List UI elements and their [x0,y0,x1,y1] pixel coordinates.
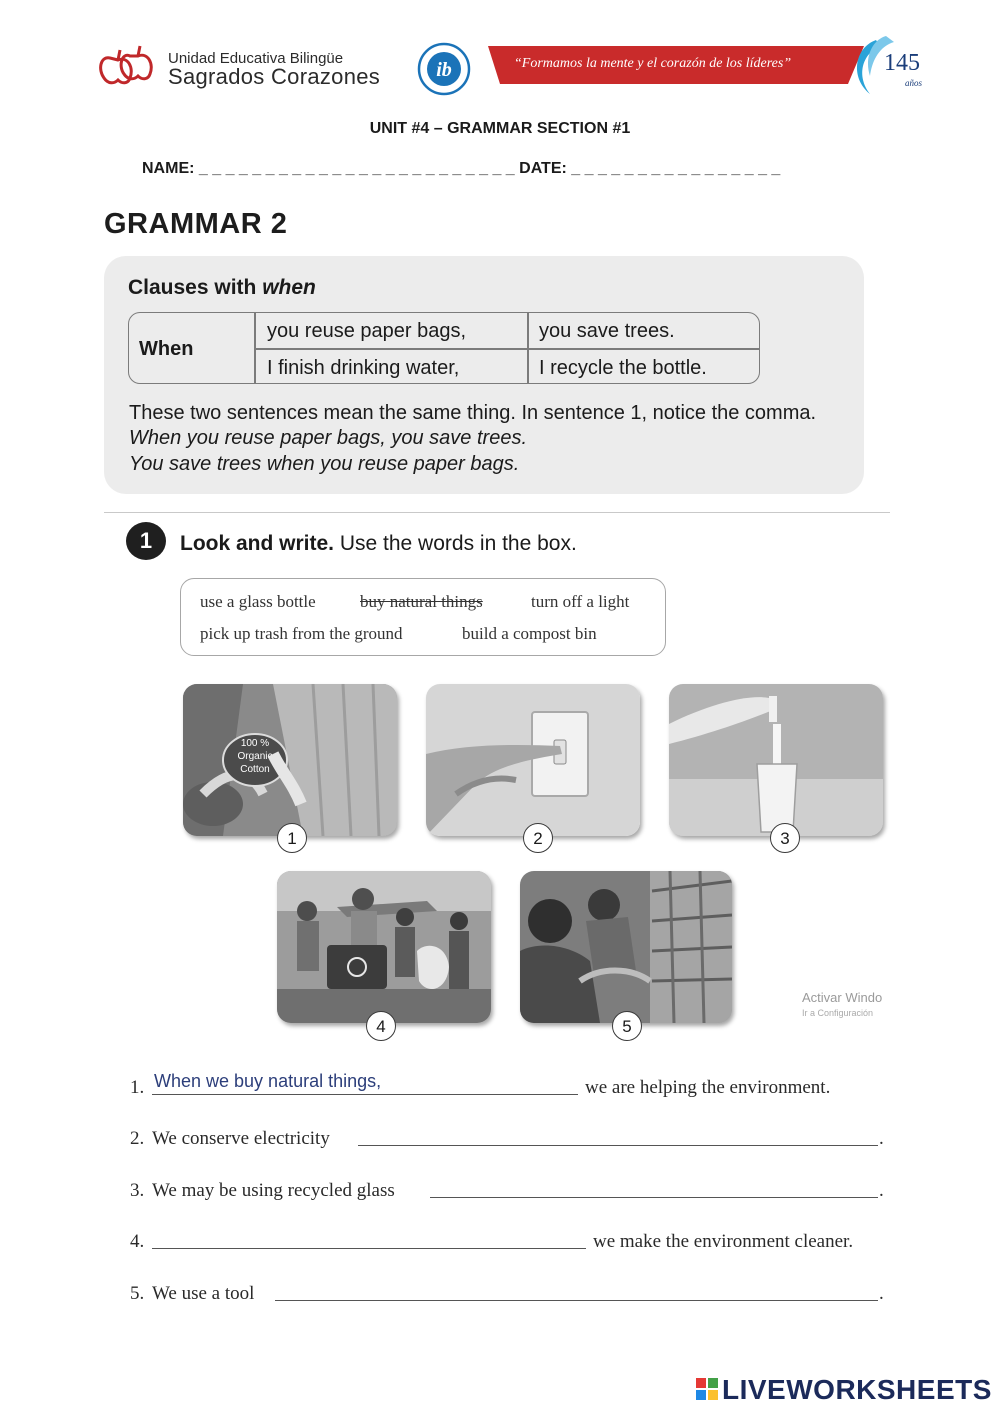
section-divider [104,512,890,513]
photo-glass-bottle [669,684,883,836]
word-option: use a glass bottle [200,592,316,611]
photo-number: 5 [612,1011,642,1041]
exercise-number-badge: 1 [126,522,166,560]
word-option: build a compost bin [462,624,597,643]
activation-watermark-sub: Ir a Configuración [802,1008,874,1018]
name-date-line: NAME: _ _ _ _ _ _ _ _ _ _ _ _ _ _ _ _ _ _ _ _ _ _ _ _ DATE: _ _ _ _ _ _ _ _ _ _ _ _ _ _ _ _ [142,160,781,177]
sentence-end: . [879,1283,884,1304]
photo-tag-text: Organic [237,751,273,762]
table-cell: you reuse paper bags, [267,320,467,342]
exercise-title [180,532,577,556]
photo-tag-text: 100 % [240,738,270,749]
sentence-number: 2. [130,1128,145,1149]
unit-title: UNIT #4 – GRAMMAR SECTION #1 [369,120,631,137]
grammar-box-title-prefix: Clauses with [128,276,263,299]
sentence-text: we make the environment cleaner. [593,1231,854,1252]
table-row-label: When [139,338,194,360]
school-logo-icon [96,40,160,90]
table-cell: I recycle the bottle. [539,357,707,379]
sentence-text: We use a tool [152,1283,255,1304]
word-option: turn off a light [531,592,630,611]
photo-organic-cotton [183,684,397,836]
photo-tag-text: Cotton [240,764,270,775]
sentence-number: 5. [130,1283,145,1304]
photo-number: 2 [523,823,553,853]
grammar-example: When you reuse paper bags, you save trees. [129,427,528,449]
ib-logo-icon [414,42,474,96]
grammar-heading: GRAMMAR 2 [104,208,288,240]
photo-compost-bin [520,871,732,1023]
liveworksheets-brand[interactable]: LIVEWORKSHEETS [722,1374,992,1405]
sentence-number: 3. [130,1180,145,1201]
answer-line[interactable] [152,1094,578,1095]
anniversary-number: 145 [884,50,920,76]
word-option-crossed: buy natural things [360,592,483,611]
answer-line[interactable] [152,1248,586,1249]
sentence-answer: When we buy natural things, [154,1071,382,1091]
photo-pick-up-trash [277,871,491,1023]
sentence-end: . [879,1128,884,1149]
activation-watermark: Activar Windo [802,990,883,1005]
sentence-number: 4. [130,1231,145,1252]
photo-light-switch [426,684,640,836]
word-box [180,578,666,656]
answer-line[interactable] [275,1300,878,1301]
exercise-title-bold: Look and write. [180,532,335,555]
liveworksheets-logo-icon [696,1378,718,1400]
grammar-example: You save trees when you reuse paper bags. [129,453,520,475]
word-option: pick up trash from the ground [200,624,403,643]
grammar-box-title-em: when [262,276,316,299]
svg-text:ib: ib [436,59,452,81]
table-cell: you save trees. [539,320,675,342]
school-name-line1: Unidad Educativa Bilingüe [168,50,344,67]
answer-line[interactable] [358,1145,878,1146]
grammar-note: These two sentences mean the same thing. In sentence 1, notice the comma. [129,402,817,424]
exercise-title-rest: Use the words in the box. [334,532,577,555]
photo-number: 4 [366,1011,396,1041]
school-name-line2: Sagrados Corazones [168,64,381,89]
sentence-end: . [879,1180,884,1201]
photo-number: 1 [277,823,307,853]
answer-line[interactable] [430,1197,878,1198]
photo-number: 3 [770,823,800,853]
table-divider [254,348,760,350]
sentence-text: We may be using recycled glass [152,1180,395,1201]
sentence-text: we are helping the environment. [585,1077,831,1098]
anniversary-label: años [905,78,923,88]
sentence-text: We conserve electricity [152,1128,330,1149]
sentence-number: 1. [130,1077,145,1098]
grammar-box-title [128,276,316,300]
school-motto: “Formamos la mente y el corazón de los líderes” [514,56,792,71]
table-cell: I finish drinking water, [267,357,460,379]
